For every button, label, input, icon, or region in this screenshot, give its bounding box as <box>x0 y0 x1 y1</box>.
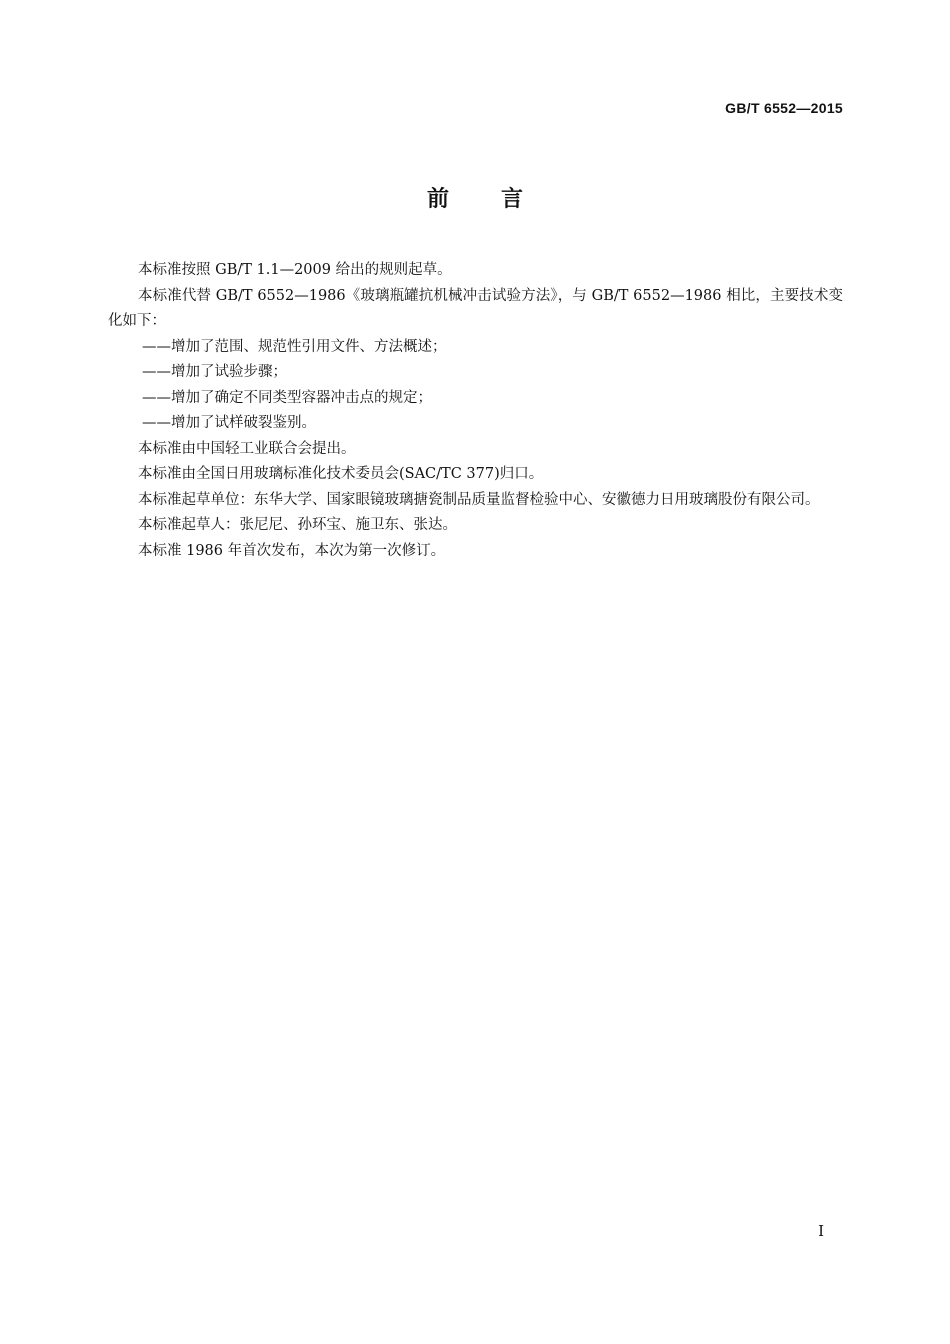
list-item-change-2: ——增加了试验步骤； <box>142 364 287 380</box>
page-number: I <box>818 1222 824 1240</box>
list-item-change-3: ——增加了确定不同类型容器冲击点的规定； <box>142 389 432 406</box>
foreword-body <box>108 258 843 564</box>
paragraph-drafting-rules: 本标准按照 GB/T 1.1—2009 给出的规则起草。 <box>138 262 452 278</box>
paragraph-replacement: 本标准代替 GB/T 6552—1986《玻璃瓶罐抗机械冲击试验方法》，与 GB/T 6552—1986 相比，主要技术变化如下： <box>108 287 843 329</box>
paragraph-drafters: 本标准起草人：张尼尼、孙环宝、施卫东、张达。 <box>138 517 457 533</box>
paragraph-committee: 本标准由全国日用玻璃标准化技术委员会(SAC/TC 377)归口。 <box>138 466 544 482</box>
list-item-change-4: ——增加了试样破裂鉴别。 <box>142 415 316 431</box>
standard-number: GB/T 6552—2015 <box>725 100 843 116</box>
list-item-change-1: ——增加了范围、规范性引用文件、方法概述； <box>142 338 447 355</box>
paragraph-proposer: 本标准由中国轻工业联合会提出。 <box>138 440 356 457</box>
paragraph-drafting-units: 本标准起草单位：东华大学、国家眼镜玻璃搪瓷制品质量监督检验中心、安徽德力日用玻璃股份有限公司。 <box>138 491 820 508</box>
page-title: 前言 <box>426 186 575 212</box>
paragraph-history: 本标准 1986 年首次发布，本次为第一次修订。 <box>138 542 446 559</box>
